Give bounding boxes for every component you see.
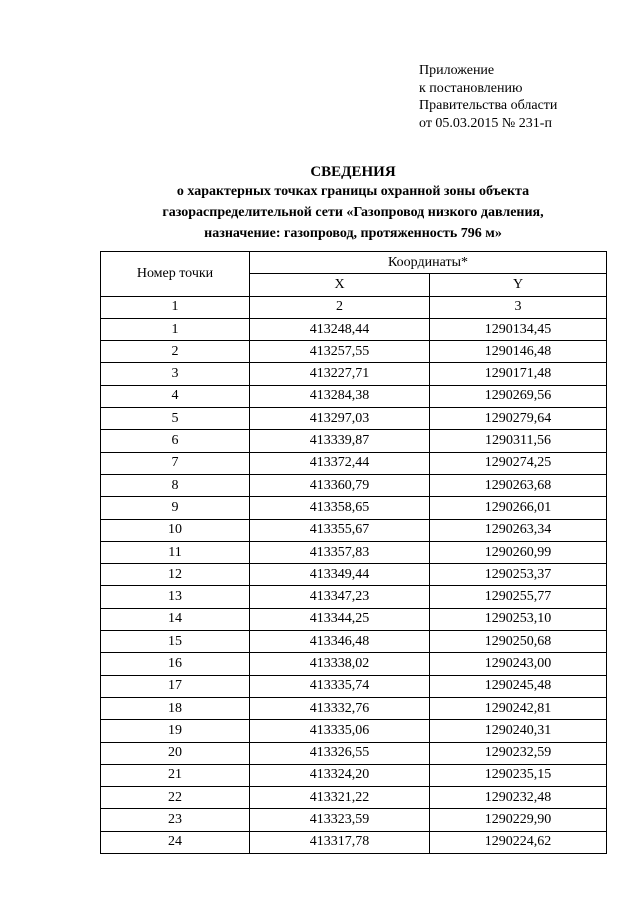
- point-number-cell: 2: [101, 341, 250, 363]
- point-number-cell: 9: [101, 497, 250, 519]
- table-row: [101, 586, 607, 608]
- x-coordinate-cell: 413339,87: [250, 430, 430, 452]
- x-coordinate-cell: 413349,44: [250, 564, 430, 586]
- table-row: [101, 318, 607, 340]
- table-row: [101, 497, 607, 519]
- y-coordinate-cell: 1290146,48: [430, 341, 607, 363]
- point-number-cell: 1: [101, 318, 250, 340]
- point-number-cell: 11: [101, 541, 250, 563]
- point-number-cell: 15: [101, 631, 250, 653]
- table-row: [101, 363, 607, 385]
- y-coordinate-cell: 1290243,00: [430, 653, 607, 675]
- point-number-cell: 19: [101, 720, 250, 742]
- table-row: [101, 519, 607, 541]
- point-number-cell: 12: [101, 564, 250, 586]
- table-row: [101, 541, 607, 563]
- point-number-cell: 20: [101, 742, 250, 764]
- y-coordinate-cell: 1290224,62: [430, 831, 607, 853]
- table-row: [101, 474, 607, 496]
- x-coordinate-cell: 413355,67: [250, 519, 430, 541]
- table-row: [101, 697, 607, 719]
- y-coordinate-cell: 1290250,68: [430, 631, 607, 653]
- document-subtitle-line: назначение: газопровод, протяженность 796 м»: [204, 226, 502, 241]
- x-coordinate-cell: 413227,71: [250, 363, 430, 385]
- table-row: [101, 608, 607, 630]
- column-index-row: [101, 296, 607, 318]
- x-coordinate-cell: 413357,83: [250, 541, 430, 563]
- y-coordinate-cell: 1290245,48: [430, 675, 607, 697]
- x-coordinate-cell: 413372,44: [250, 452, 430, 474]
- table-row: [101, 385, 607, 407]
- y-coordinate-cell: 1290171,48: [430, 363, 607, 385]
- y-coordinate-cell: 1290311,56: [430, 430, 607, 452]
- x-coordinate-cell: 413335,74: [250, 675, 430, 697]
- column-index: 2: [250, 296, 430, 318]
- appendix-line: от 05.03.2015 № 231-п: [419, 115, 552, 131]
- table-row: [101, 430, 607, 452]
- point-number-cell: 4: [101, 385, 250, 407]
- y-coordinate-cell: 1290260,99: [430, 541, 607, 563]
- table-row: [101, 564, 607, 586]
- point-number-cell: 23: [101, 809, 250, 831]
- x-coordinate-cell: 413346,48: [250, 631, 430, 653]
- y-coordinate-cell: 1290229,90: [430, 809, 607, 831]
- coordinates-table-body: [101, 318, 607, 853]
- table-row: [101, 831, 607, 853]
- y-coordinate-cell: 1290240,31: [430, 720, 607, 742]
- point-number-cell: 6: [101, 430, 250, 452]
- table-header-row: [101, 252, 607, 274]
- y-coordinate-cell: 1290274,25: [430, 452, 607, 474]
- appendix-line: к постановлению: [419, 80, 523, 96]
- table-row: [101, 787, 607, 809]
- point-number-cell: 3: [101, 363, 250, 385]
- point-number-cell: 22: [101, 787, 250, 809]
- x-coordinate-cell: 413257,55: [250, 341, 430, 363]
- point-number-cell: 10: [101, 519, 250, 541]
- y-coordinate-cell: 1290235,15: [430, 764, 607, 786]
- point-number-cell: 16: [101, 653, 250, 675]
- coordinates-header: Координаты*: [250, 252, 607, 274]
- y-coordinate-cell: 1290255,77: [430, 586, 607, 608]
- x-coordinate-cell: 413358,65: [250, 497, 430, 519]
- document-heading: [100, 163, 606, 244]
- point-number-cell: 5: [101, 408, 250, 430]
- table-row: [101, 675, 607, 697]
- point-number-cell: 13: [101, 586, 250, 608]
- x-coordinate-cell: 413326,55: [250, 742, 430, 764]
- table-row: [101, 452, 607, 474]
- point-number-cell: 18: [101, 697, 250, 719]
- x-coordinate-cell: 413321,22: [250, 787, 430, 809]
- point-number-cell: 17: [101, 675, 250, 697]
- table-row: [101, 809, 607, 831]
- appendix-line: Правительства области: [419, 98, 558, 113]
- y-coordinate-cell: 1290269,56: [430, 385, 607, 407]
- y-coordinate-cell: 1290253,10: [430, 608, 607, 630]
- x-coordinate-cell: 413360,79: [250, 474, 430, 496]
- x-coordinate-cell: 413347,23: [250, 586, 430, 608]
- table-row: [101, 764, 607, 786]
- x-coordinate-cell: 413332,76: [250, 697, 430, 719]
- y-coordinate-cell: 1290279,64: [430, 408, 607, 430]
- table-row: [101, 742, 607, 764]
- x-coordinate-cell: 413248,44: [250, 318, 430, 340]
- table-row: [101, 631, 607, 653]
- x-coordinate-cell: 413338,02: [250, 653, 430, 675]
- x-coordinate-cell: 413344,25: [250, 608, 430, 630]
- column-index: 1: [101, 296, 250, 318]
- document-subtitle-line: о характерных точках границы охранной зоны объекта: [176, 184, 530, 199]
- x-header: X: [250, 274, 430, 296]
- document-title: СВЕДЕНИЯ: [310, 164, 396, 180]
- y-coordinate-cell: 1290266,01: [430, 497, 607, 519]
- coordinates-table: [100, 251, 607, 854]
- table-row: [101, 341, 607, 363]
- y-header: Y: [430, 274, 607, 296]
- point-number-cell: 21: [101, 764, 250, 786]
- y-coordinate-cell: 1290242,81: [430, 697, 607, 719]
- point-number-cell: 7: [101, 452, 250, 474]
- y-coordinate-cell: 1290253,37: [430, 564, 607, 586]
- table-row: [101, 653, 607, 675]
- x-coordinate-cell: 413323,59: [250, 809, 430, 831]
- table-row: [101, 720, 607, 742]
- y-coordinate-cell: 1290134,45: [430, 318, 607, 340]
- x-coordinate-cell: 413335,06: [250, 720, 430, 742]
- y-coordinate-cell: 1290263,34: [430, 519, 607, 541]
- column-index: 3: [430, 296, 607, 318]
- y-coordinate-cell: 1290232,59: [430, 742, 607, 764]
- y-coordinate-cell: 1290263,68: [430, 474, 607, 496]
- x-coordinate-cell: 413297,03: [250, 408, 430, 430]
- point-number-cell: 8: [101, 474, 250, 496]
- point-number-cell: 24: [101, 831, 250, 853]
- table-row: [101, 408, 607, 430]
- point-number-cell: 14: [101, 608, 250, 630]
- appendix-block: [419, 62, 557, 132]
- x-coordinate-cell: 413324,20: [250, 764, 430, 786]
- x-coordinate-cell: 413284,38: [250, 385, 430, 407]
- y-coordinate-cell: 1290232,48: [430, 787, 607, 809]
- document-subtitle-line: газораспределительной сети «Газопровод низкого давления,: [162, 205, 544, 220]
- appendix-line: Приложение: [419, 63, 495, 78]
- point-number-header: Номер точки: [101, 252, 250, 297]
- x-coordinate-cell: 413317,78: [250, 831, 430, 853]
